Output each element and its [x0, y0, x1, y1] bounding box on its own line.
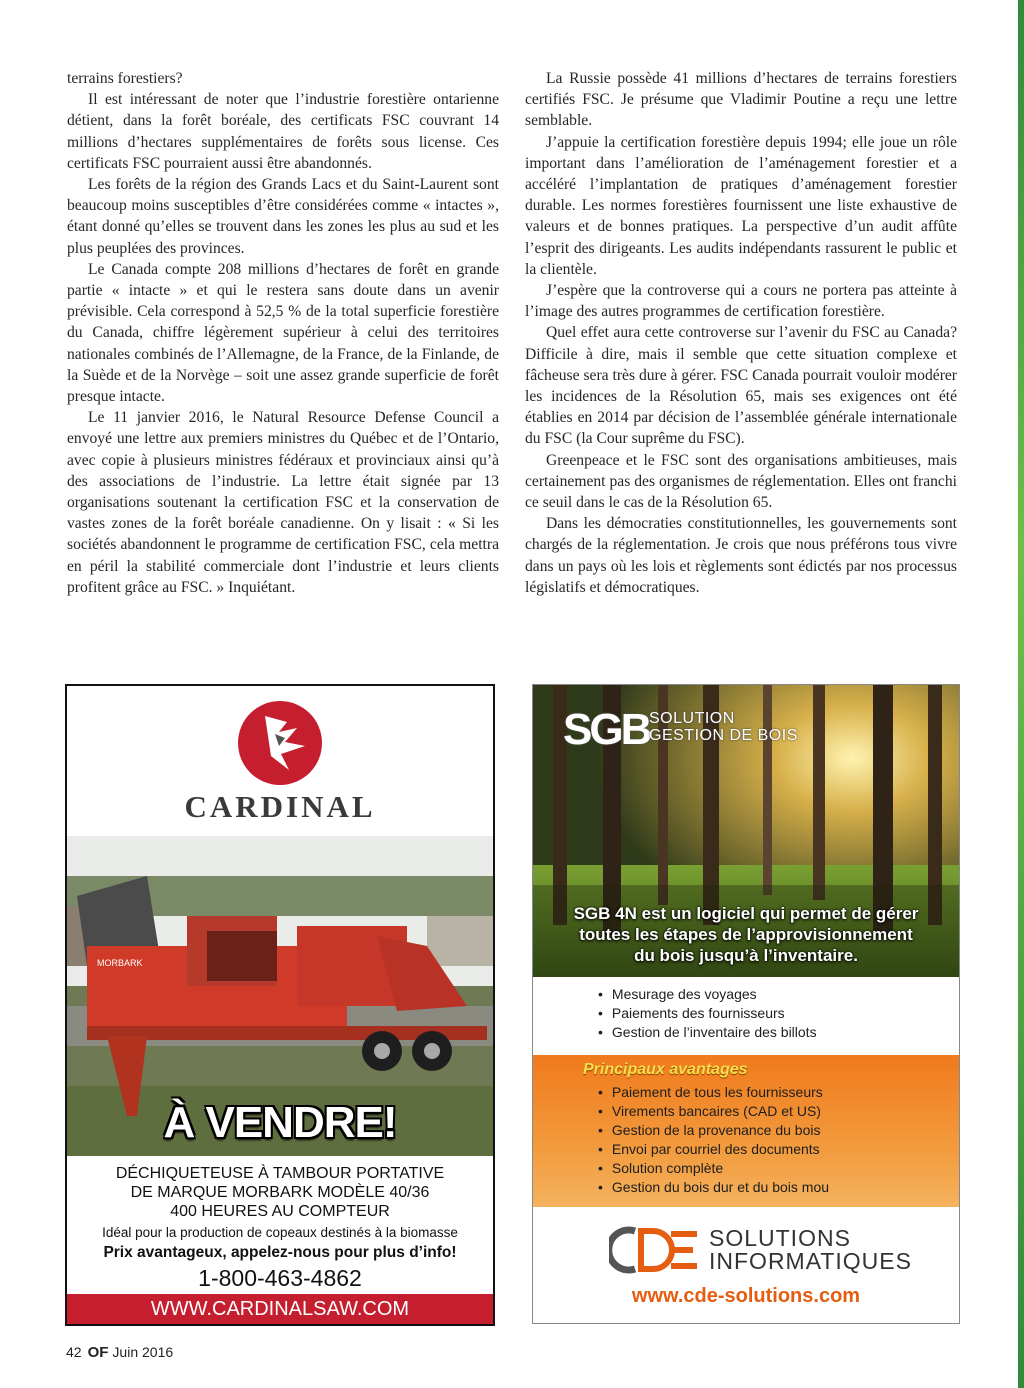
- sgb-headline: [533, 903, 959, 966]
- page-number: 42: [66, 1344, 82, 1360]
- page-edge-accent: [1018, 0, 1024, 1388]
- list-item: • Envoi par courriel des documents: [598, 1140, 829, 1159]
- sgb-feature-list: [598, 985, 817, 1042]
- sgb-name-line1: SOLUTION: [649, 710, 735, 727]
- article-paragraph: J’appuie la certification forestière depuis 1994; elle joue un rôle important dans l’amélioration de l’aménagement forestier et a accéléré l’implantation de pratiques d’aménagement forestier durable. Les normes forestières fournissent une liste exhaustive de valeurs et de bonnes pratiques. La perspective d’un audit affûte l’esprit des dirigeants. Les audits indépendants rassurent le public et la clientèle.: [525, 133, 957, 278]
- list-item: • Gestion de l’inventaire des billots: [598, 1023, 817, 1042]
- cardinal-brand-name: CARDINAL: [184, 789, 376, 824]
- article-column-left: [67, 68, 499, 598]
- for-sale-headline: À VENDRE!: [163, 1098, 397, 1147]
- sgb-advertisement[interactable]: [532, 684, 960, 1324]
- cardinal-website-link[interactable]: WWW.CARDINALSAW.COM: [67, 1294, 493, 1324]
- price-call-line: Prix avantageux, appelez-nous pour plus d’info!: [103, 1244, 457, 1261]
- article-paragraph: Le Canada compte 208 millions d’hectares de forêt en grande partie « intacte » et qui le restera sans doute dans un avenir prévisible. Cela correspond à 52,5 % de la total superficie forestière du Canada, chiffre légèrement supérieur à celui des territoires nationales combinés de l’Allemagne, de la France, de la Finlande, de la Suède et de la Norvège – soit une assez grande superficie de forêt presque intacte.: [67, 260, 499, 406]
- article-paragraph: terrains forestiers?: [67, 70, 183, 87]
- phone-number[interactable]: 1-800-463-4862: [198, 1265, 362, 1291]
- product-line: DÉCHIQUETEUSE À TAMBOUR PORTATIVE: [115, 1165, 445, 1182]
- usage-line: Idéal pour la production de copeaux destinés à la biomasse: [102, 1225, 458, 1240]
- cde-website-link[interactable]: www.cde-solutions.com: [631, 1285, 861, 1307]
- list-item: • Paiements des fournisseurs: [598, 1004, 817, 1023]
- magazine-name: OF: [87, 1344, 109, 1361]
- sgb-headline-line: toutes les étapes de l’approvisionnement: [579, 925, 913, 944]
- advantages-title: Principaux avantages: [583, 1061, 748, 1078]
- cde-name-line1: SOLUTIONS: [709, 1225, 851, 1251]
- article-paragraph: La Russie possède 41 millions d’hectares de terrains forestiers certifiés FSC. Je présume que Vladimir Poutine a reçu une lettre semblable.: [525, 70, 957, 130]
- issue-date: Juin 2016: [112, 1344, 174, 1360]
- article-column-right: [525, 68, 957, 598]
- cde-logo-icon: [609, 1225, 701, 1275]
- article-paragraph: Les forêts de la région des Grands Lacs et du Saint-Laurent sont beaucoup moins susceptibles d’être considérées comme « intactes », étant donné qu’elles se trouvent dans les zones les plus au sud et les plus peuplées des provinces.: [67, 176, 499, 257]
- truck-label: MORBARK: [97, 958, 143, 968]
- sgb-logo-name: [649, 710, 798, 744]
- article-paragraph: J’espère que la controverse qui a cours ne portera pas atteinte à l’image des autres programmes de certification forestière.: [525, 282, 957, 321]
- model-line: DE MARQUE MORBARK MODÈLE 40/36: [130, 1184, 430, 1201]
- cde-name: [709, 1227, 912, 1273]
- article-paragraph: Le 11 janvier 2016, le Natural Resource Defense Council a envoyé une lettre aux premiers ministres du Québec et de l’Ontario, avec copie à plusieurs ministres fédéraux et provinciaux ainsi qu’à des associations de l’industrie. La lettre était signée par 13 organisations soutenant la certification FSC et la conservation de vastes zones de la forêt boréale canadienne. On y lisait : « Si les sociétés abandonnent le programme de certification FSC, cela mettra en péril la stabilité commerciale dont l’industrie et leurs clients profitent grâce au FSC. » Inquiétant.: [67, 409, 499, 596]
- article-paragraph: Il est intéressant de noter que l’industrie forestière ontarienne détient, dans la forêt boréale, des certificats FSC couvrant 14 millions d’hectares supplémentaires de forêts sous license. Ces certificats FSC pourraient aussi être abandonnés.: [67, 91, 499, 172]
- article-paragraph: Dans les démocraties constitutionnelles, les gouvernements sont chargés de la réglementation. Je crois que nous préférons tous vivre dans un pays où les lois et règlements sont édictés par nos processus législatifs et démocratiques.: [525, 515, 957, 596]
- page-footer: [66, 1344, 173, 1361]
- list-item: • Virements bancaires (CAD et US): [598, 1102, 829, 1121]
- article-paragraph: Greenpeace et le FSC sont des organisations ambitieuses, mais certainement pas des organismes de réglementation. Elles ont franchi ce seuil dans le cas de la Résolution 65.: [525, 451, 957, 512]
- list-item: • Gestion de la provenance du bois: [598, 1121, 829, 1140]
- sgb-name-line2: GESTION DE BOIS: [649, 727, 798, 744]
- sgb-logo-letters: SGB: [563, 705, 650, 754]
- list-item: • Gestion du bois dur et du bois mou: [598, 1178, 829, 1197]
- cardinal-advertisement[interactable]: [65, 684, 495, 1326]
- list-item: • Mesurage des voyages: [598, 985, 817, 1004]
- cardinal-logo-icon: [235, 698, 325, 788]
- cde-name-line2: INFORMATIQUES: [709, 1248, 912, 1274]
- sgb-headline-line: du bois jusqu’à l’inventaire.: [634, 946, 858, 965]
- sgb-headline-line: SGB 4N est un logiciel qui permet de gérer: [573, 904, 919, 923]
- list-item: • Paiement de tous les fournisseurs: [598, 1083, 829, 1102]
- hours-line: 400 HEURES AU COMPTEUR: [170, 1203, 390, 1220]
- cardinal-ad-details: [67, 1164, 493, 1292]
- sgb-advantages-list: [598, 1083, 829, 1197]
- list-item: • Solution complète: [598, 1159, 829, 1178]
- article-paragraph: Quel effet aura cette controverse sur l’avenir du FSC au Canada? Difficile à dire, mais il semble que cette situation complexe et fâcheuse sera très dure à gérer. FSC Canada pourrait vouloir modérer les incidences de la Résolution 65, mais ses exigences ont été établies en 2014 par décision de l’assemblée générale internationale du FSC (la Cour suprême du FSC).: [525, 324, 957, 448]
